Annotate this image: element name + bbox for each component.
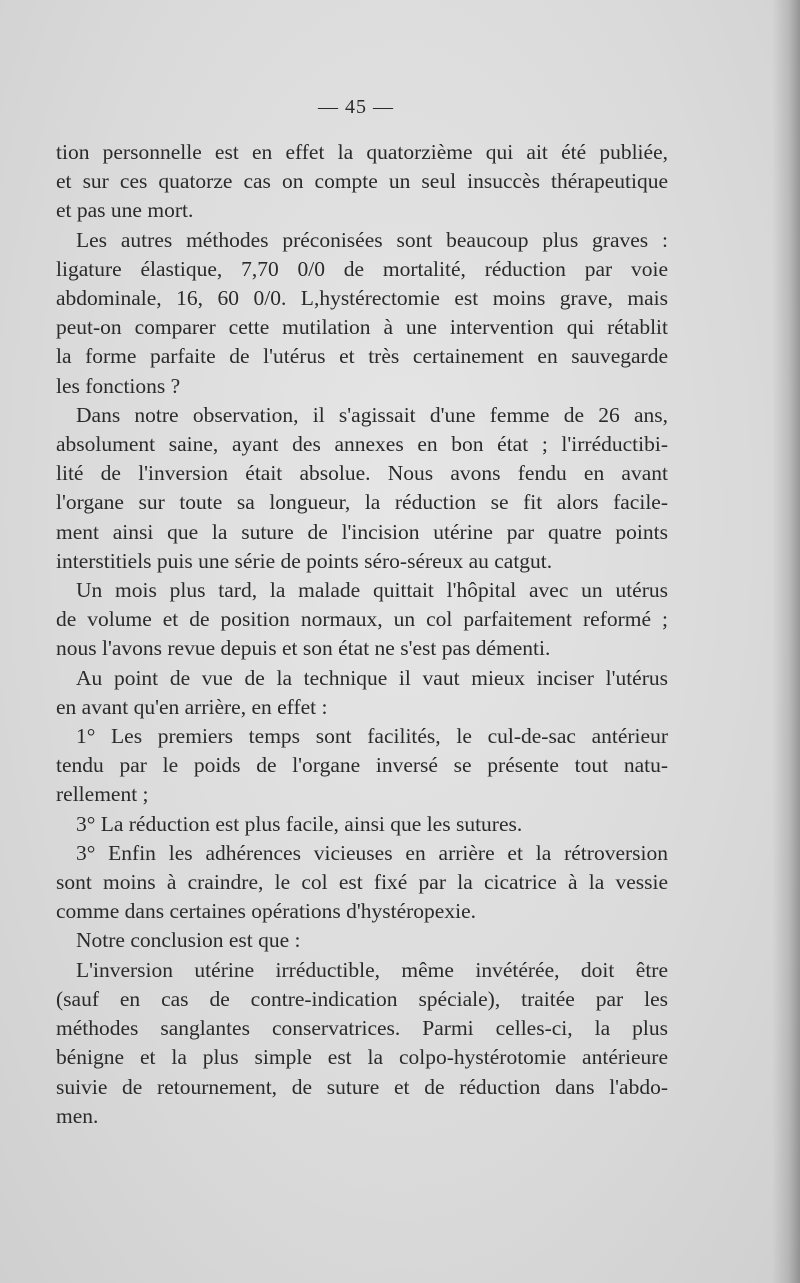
text-line: (sauf en cas de contre-indication spéciale), traitée par les [56,986,668,1011]
text-line: Notre conclusion est que : [76,928,301,953]
page-number: — 45 — [318,96,394,118]
text-line: lité de l'inversion était absolue. Nous avons fendu en avant [56,461,668,486]
text-line: sont moins à craindre, le col est fixé par la cicatrice à la vessie [56,870,668,895]
text-line: la forme parfaite de l'utérus et très certainement en sauvegarde [56,344,668,369]
text-line: ligature élastique, 7,70 0/0 de mortalité, réduction par voie [56,256,668,281]
text-line: de volume et de position normaux, un col parfaitement reformé ; [56,607,668,632]
text-line: Dans notre observation, il s'agissait d'une femme de 26 ans, [76,402,668,427]
text-line: absolument saine, ayant des annexes en bon état ; l'irréductibi- [56,432,668,457]
text-line: en avant qu'en arrière, en effet : [56,694,328,719]
text-line: comme dans certaines opérations d'hystéropexie. [56,899,476,924]
text-line: Les autres méthodes préconisées sont beaucoup plus graves : [76,227,668,252]
text-line: bénigne et la plus simple est la colpo-hystérotomie antérieure [56,1045,668,1070]
text-line: Un mois plus tard, la malade quittait l'hôpital avec un utérus [76,578,668,603]
text-line: et pas une mort. [56,198,194,223]
text-line: les fonctions ? [56,373,181,398]
text-line: interstitiels puis une série de points séro-séreux au catgut. [56,548,553,573]
text-line: et sur ces quatorze cas on compte un seul insuccès thérapeutique [56,169,668,194]
text-line: rellement ; [56,782,149,807]
text-line: L'inversion utérine irréductible, même invétérée, doit être [76,957,668,982]
text-line: tion personnelle est en effet la quatorzième qui ait été publiée, [56,140,668,164]
text-line: men. [56,1103,99,1128]
text-line: 3° La réduction est plus facile, ainsi que les sutures. [76,811,523,836]
body-text [56,138,668,1131]
text-line: 3° Enfin les adhérences vicieuses en arrière et la rétroversion [76,840,668,865]
text-line: l'organe sur toute sa longueur, la réduction se fit alors facile- [56,490,668,515]
text-line: abdominale, 16, 60 0/0. L,hystérectomie est moins grave, mais [56,286,668,311]
text-line: tendu par le poids de l'organe inversé se présente tout natu- [56,753,668,778]
text-line: méthodes sanglantes conservatrices. Parmi celles-ci, la plus [56,1016,668,1041]
page-edge-shadow [772,0,800,1283]
text-line: Au point de vue de la technique il vaut mieux inciser l'utérus [76,665,668,690]
text-line: suivie de retournement, de suture et de réduction dans l'abdo- [56,1074,668,1099]
text-line: 1° Les premiers temps sont facilités, le cul-de-sac antérieur [76,724,668,749]
text-line: ment ainsi que la suture de l'incision utérine par quatre points [56,519,668,544]
text-line: peut-on comparer cette mutilation à une intervention qui rétablit [56,315,668,340]
text-line: nous l'avons revue depuis et son état ne s'est pas démenti. [56,636,551,661]
